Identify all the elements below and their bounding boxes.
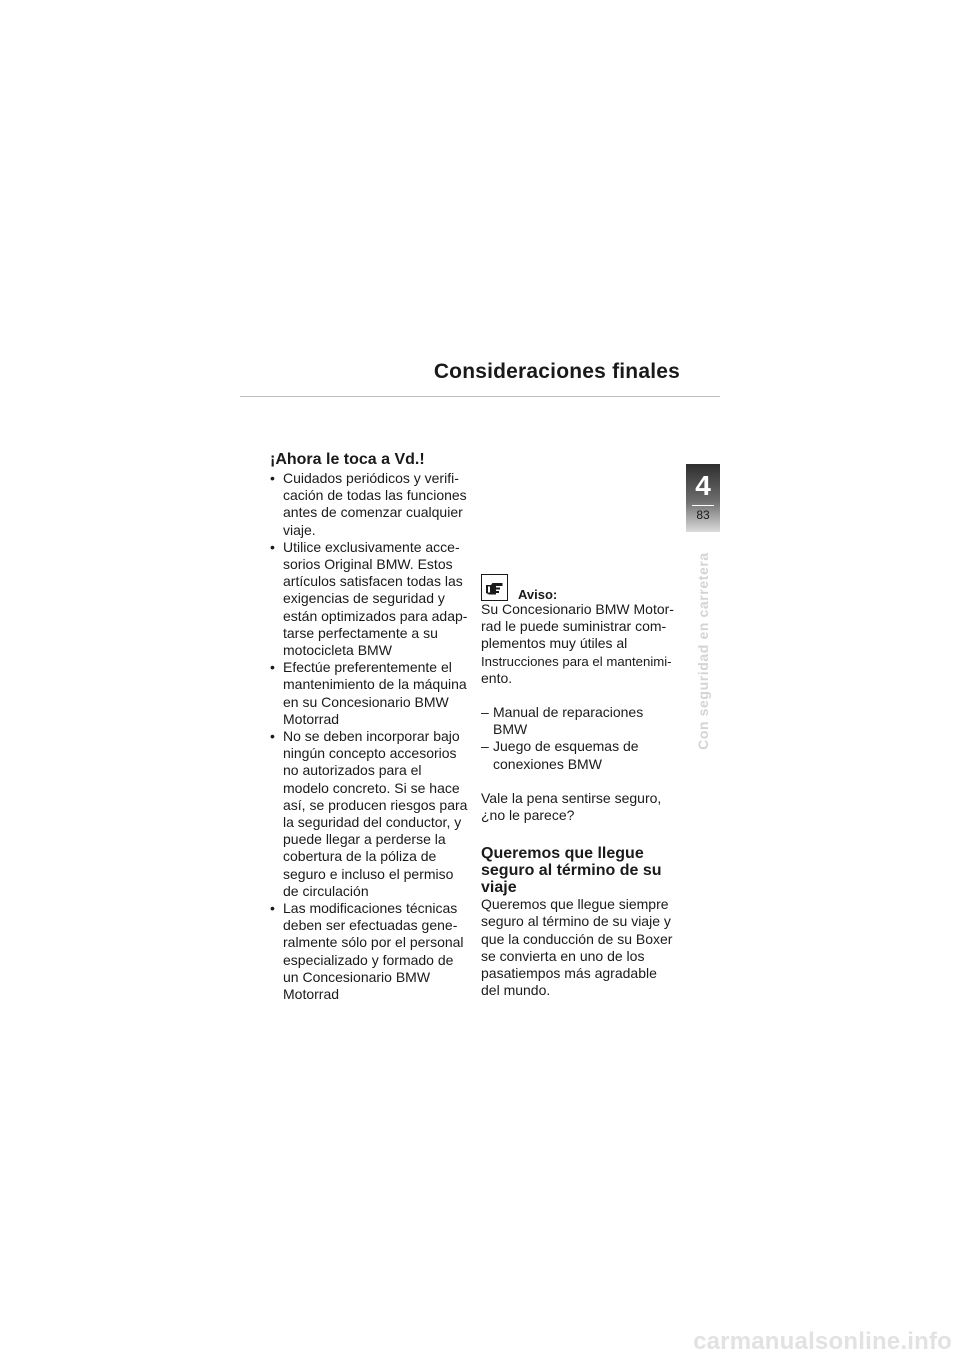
dash-marker: –	[481, 738, 489, 755]
chapter-divider	[692, 505, 714, 506]
note-header	[481, 574, 681, 601]
heading-line: viaje	[481, 879, 517, 897]
list-item	[481, 704, 681, 738]
item-line: BMW	[493, 721, 528, 738]
left-column	[270, 452, 470, 1003]
item-line: sorios Original BMW. Estos	[283, 556, 453, 573]
list-item	[270, 900, 470, 1003]
note-line: ento.	[481, 669, 513, 686]
item-line: están optimizados para adap-	[283, 607, 468, 624]
item-line: No se deben incorporar bajo	[283, 728, 460, 745]
note-title: Aviso:	[518, 587, 558, 602]
bullet-marker: •	[270, 659, 275, 676]
paragraph-line: Queremos que llegue siempre	[481, 896, 669, 913]
item-line: Utilice exclusivamente acce-	[283, 538, 460, 555]
item-line: un Concesionario BMW	[283, 968, 431, 985]
item-line: cobertura de la póliza de	[283, 848, 437, 865]
chapter-tab	[686, 464, 720, 532]
note-line: plementos muy útiles al	[481, 635, 628, 652]
section-paragraph	[481, 896, 681, 999]
item-line: en su Concesionario BMW	[283, 693, 449, 710]
item-line: Las modificaciones técnicas	[283, 900, 458, 917]
list-item	[481, 738, 681, 772]
title-divider	[240, 396, 720, 397]
section-heading-your-turn: ¡Ahora le toca a Vd.!	[270, 451, 425, 468]
paragraph-line: se convierta en uno de los	[481, 947, 645, 964]
item-line: Efectúe preferentemente el	[283, 659, 452, 676]
paragraph-line: Vale la pena sentirse seguro,	[481, 789, 662, 806]
list-item	[270, 470, 470, 539]
section-heading-safe-arrival	[481, 845, 681, 896]
note-line: rad le puede suministrar com-	[481, 618, 667, 635]
heading-line: seguro al término de su	[481, 862, 662, 880]
item-line: Motorrad	[283, 986, 340, 1003]
item-line: artículos satisfacen todas las	[283, 573, 463, 590]
watermark: carmanualsonline.info	[693, 1328, 952, 1355]
chapter-number: 4	[695, 470, 711, 501]
item-line: Juego de esquemas de	[493, 738, 639, 755]
bullet-marker: •	[270, 470, 275, 486]
paragraph-line: ¿no le parece?	[481, 807, 575, 824]
item-line: deben ser efectuadas gene-	[283, 917, 458, 934]
closing-paragraph	[481, 790, 681, 824]
item-line: no autorizados para el	[283, 762, 422, 779]
page-number: 83	[696, 508, 710, 522]
item-line: puede llegar a perderse la	[283, 831, 446, 848]
note-line: Instrucciones para el mantenimi-	[481, 653, 672, 669]
item-line: ningún concepto accesorios	[283, 745, 457, 762]
item-line: seguro e incluso el permiso	[283, 865, 454, 882]
list-item	[270, 728, 470, 900]
paragraph-line: seguro al término de su viaje y	[481, 913, 671, 930]
bullet-list	[270, 470, 470, 1003]
item-line: viaje.	[283, 521, 316, 538]
item-line: de circulación	[283, 882, 369, 899]
dash-marker: –	[481, 704, 489, 721]
page-title: Consideraciones finales	[433, 360, 680, 383]
item-line: motocicleta BMW	[283, 642, 392, 659]
item-line: así, se producen riesgos para	[283, 796, 468, 813]
bullet-marker: •	[270, 538, 275, 555]
item-line: especializado y formado de	[283, 951, 454, 968]
item-line: antes de comenzar cualquier	[283, 504, 463, 521]
item-line: ralmente sólo por el personal	[283, 934, 464, 951]
list-item	[270, 659, 470, 728]
paragraph-line: pasatiempos más agradable	[481, 965, 657, 982]
item-line: la seguridad del conductor, y	[283, 814, 462, 831]
right-column	[481, 574, 681, 999]
item-line: modelo concreto. Si se hace	[283, 779, 460, 796]
item-line: tarse perfectamente a su	[283, 624, 438, 641]
item-line: Manual de reparaciones	[493, 704, 644, 721]
bullet-marker: •	[270, 900, 275, 917]
note-body	[481, 601, 681, 687]
item-line: Motorrad	[283, 710, 340, 727]
note-line: Su Concesionario BMW Motor-	[481, 601, 674, 617]
heading-line: Queremos que llegue	[481, 845, 644, 863]
pointing-hand-icon	[481, 574, 508, 601]
dash-list	[481, 704, 681, 773]
paragraph-line: del mundo.	[481, 982, 551, 999]
chapter-side-label: Con seguridad en carretera	[695, 552, 711, 750]
item-line: mantenimiento de la máquina	[283, 676, 467, 693]
item-line: conexiones BMW	[493, 755, 602, 772]
list-item	[270, 539, 470, 659]
bullet-marker: •	[270, 728, 275, 745]
item-line: exigencias de seguridad y	[283, 590, 445, 607]
item-line: cación de todas las funciones	[283, 487, 467, 504]
item-line: Cuidados periódicos y verifi-	[283, 470, 459, 486]
paragraph-line: que la conducción de su Boxer	[481, 930, 673, 947]
